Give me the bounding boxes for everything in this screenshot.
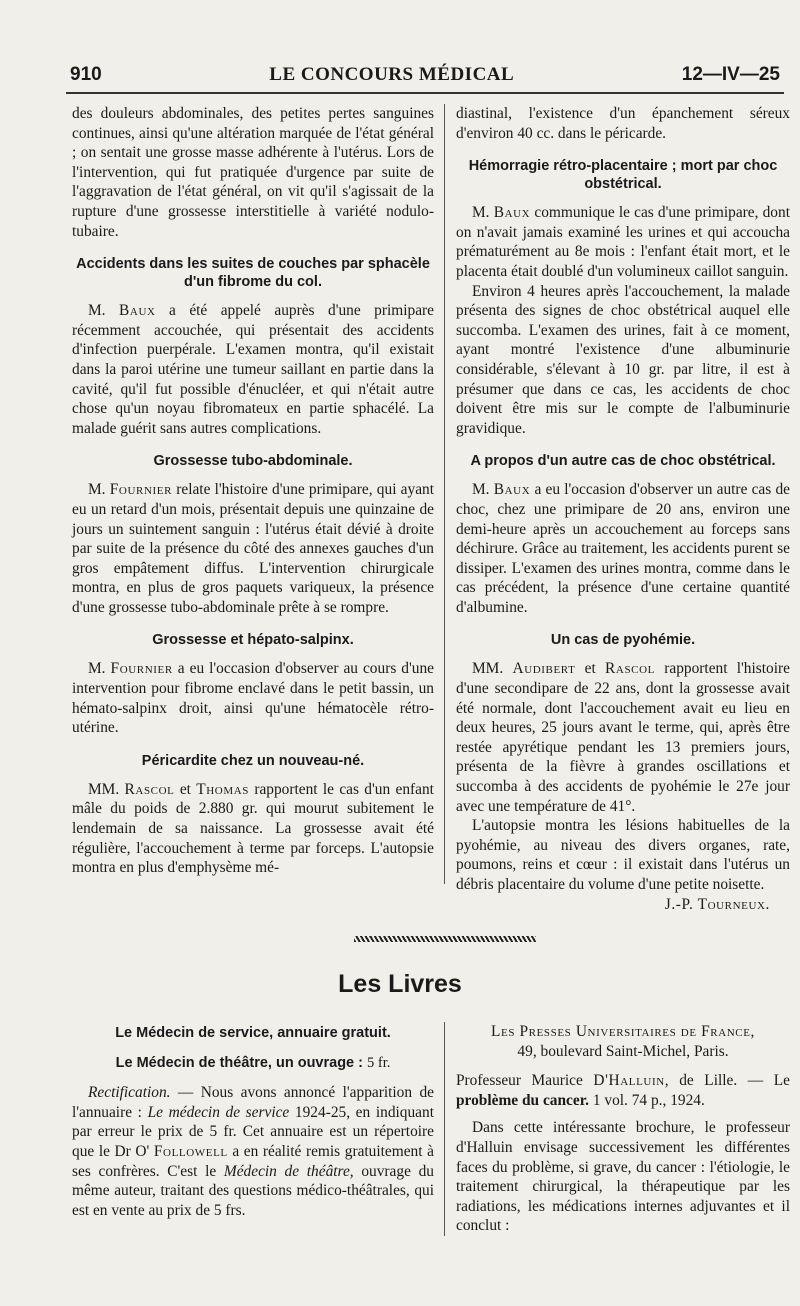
title-prefix: M. (472, 204, 490, 222)
paragraph-text: Professeur Maurice (456, 1072, 583, 1090)
paragraph (456, 659, 790, 816)
title-prefix: M. (88, 302, 106, 320)
paragraph: L'autopsie montra les lésions habituelles de la pyohémie, au niveau des divers organes, rate, poumons, reins et cœur : il existait dans l'utérus un débris placentaire du volume d'une petite noisette. (456, 817, 790, 893)
author-name: Baux (493, 204, 531, 222)
title-prefix: M. (88, 481, 106, 499)
author-name: Rascol (124, 780, 175, 798)
paragraph-text: a été appelé auprès d'une primipare récemment accouchée, qui présentait des accidents d'infection puerpérale. L'examen montra, qu'il existait dans la paroi utérine une tumeur saillant en partie dans la cavité, qu'il fut possible d'énucléer, et qui n'était autre chose qu'un noyau fibromateux en partie sphacélé. La malade guérit sans autres complications. (72, 302, 434, 437)
signature: J.-P. Tourneux. (664, 895, 770, 913)
author-name: Baux (493, 481, 531, 499)
article-heading: Grossesse et hépato-salpinx. (152, 632, 354, 649)
books-right-column (456, 1022, 790, 1236)
book-heading-title: Le Médecin de théâtre, un ouvrage : (115, 1054, 363, 1071)
article-heading: Accidents dans les suites de couches par sphacèle d'un fibrome du col. (76, 256, 430, 291)
book-title: problème du cancer. (456, 1091, 589, 1109)
paragraph: Dans cette intéressante brochure, le professeur d'Halluin envisage successivement les différentes faces du problème, si grave, du cancer : l'étiologie, le traitement chirurgical, la thérapeutique par les radiations, les médications internes adjuvantes et il conclut : (456, 1119, 790, 1235)
paragraph-text: rapportent le cas d'un enfant mâle du poids de 2.880 gr. qui mourut subitement le lendemain de sa naissance. La grossesse avait été régulière, l'accouchement à terme par forceps. L'autopsie montra en plus d'emphysème mé- (72, 780, 434, 877)
title-prefix: M. (88, 660, 106, 678)
books-left-column (72, 1022, 434, 1220)
paragraph-text: 1924-25, en indiquant par erreur le prix de 5 fr. Cet annuaire est un répertoire que le Dr O' (72, 1103, 434, 1160)
paragraph-text: ouvrage du même auteur, traitant des questions médico-théâtrales, qui est en vente au prix de 5 frs. (72, 1162, 434, 1219)
paragraph-text: communique le cas d'une primipare, dont on n'avait jamais examiné les urines et qui accoucha prématurément au 8e mois : l'enfant était mort, et le placenta était doublé d'un volumineux caillot sanguin. (456, 204, 790, 280)
book-price: 5 fr. (367, 1054, 391, 1071)
title-prefix: MM. (88, 780, 120, 798)
publisher-address: 49, boulevard Saint-Michel, Paris. (517, 1042, 729, 1060)
paragraph (72, 1083, 434, 1220)
ornamental-divider (354, 936, 536, 942)
page-number: 910 (70, 64, 102, 85)
book-entry (456, 1071, 790, 1110)
paragraph: diastinal, l'existence d'un épanchement séreux d'environ 40 cc. dans le péricarde. (456, 105, 790, 142)
title-prefix: MM. (472, 660, 504, 678)
author-name: Fournier (110, 660, 173, 678)
article-heading: Hémorragie rétro-placentaire ; mort par choc obstétrical. (468, 158, 778, 193)
paragraph: des douleurs abdominales, des petites pertes sanguines continues, ainsi qu'une altération marquée de l'état général ; on sentait une grosse masse adhérente à l'utérus. Lors de l'intervention, qui fut pratiquée d'urgence par suite de l'aggravation de l'état général, on vit qu'il s'agissait de la rupture d'une grossesse interstitielle à variété nodulo-tubaire. (72, 105, 434, 240)
publisher: Les Presses Universitaires de France, (491, 1023, 755, 1040)
paragraph (72, 480, 434, 617)
book-title: Le médecin de service (147, 1103, 290, 1121)
author-name: D'Halluin (593, 1072, 665, 1090)
title-prefix: M. (472, 481, 490, 499)
right-column (456, 104, 790, 914)
paragraph-text: a eu l'occasion d'observer un autre cas de choc, chez une primipare de 20 ans, environ une demi-heure après un accouchement au forceps sans déchirure. Grâce au traitement, les accidents purent se dissiper. L'examen des urines montra, comme dans le cas précédent, la présence d'une certaine quantité d'albumine. (456, 481, 790, 616)
author-name: Fournier (109, 481, 173, 499)
paragraph-text: rapportent l'histoire d'une secondipare de 22 ans, dont la grossesse avait été normale, dont l'accouchement avait eu lieu en deux heures, 25 jours avant le terme, qui, après être restée apyrétique pendant les 13 premiers jours, présenta de la fièvre à grandes oscillations et succomba à des accidents de pyohémie le 27e jour avec une température de 41°. (456, 660, 790, 815)
paragraph (456, 480, 790, 617)
paragraph (456, 203, 790, 281)
column-divider (444, 1022, 445, 1236)
paragraph (72, 780, 434, 878)
conjunction: et (179, 780, 191, 798)
rectification-label: Rectification. (88, 1084, 171, 1102)
book-title: Médecin de théâtre, (223, 1162, 354, 1180)
paragraph-text: relate l'histoire d'une primipare, qui ayant eu un retard d'un mois, présentait depuis une quinzaine de jours un suintement sanguin : l'utérus était dévié à droite par suite de la présence du côté des annexes gauches d'un gros empâtement diffus. L'intervention chirurgicale montra, en plus de gros paquets variqueux, la présence d'une grossesse tubo-abdominale prête à se rompre. (72, 481, 435, 616)
article-heading: Un cas de pyohémie. (550, 632, 696, 649)
left-column (72, 104, 434, 878)
book-meta: 1 vol. 74 p., 1924. (592, 1091, 705, 1109)
article-heading: Péricardite chez un nouveau-né. (141, 752, 365, 769)
paragraph: Environ 4 heures après l'accouchement, la malade présenta des signes de choc obstétrical auquel elle succomba. L'examen des urines, fait à ce moment, ayant montré l'existence d'une albuminurie considérable, s'élevant à 10 gr. par litre, il est à présumer que dans ce cas, les accidents de choc doivent être mis sur le compte de l'albuminurie gravidique. (456, 282, 790, 437)
author-name: Thomas (196, 780, 249, 798)
paragraph-text: a eu l'occasion d'observer au cours d'une intervention pour fibrome enclavé dans le petit bassin, un hémato-salpinx droit, ainsi qu'une hématocèle rétro-utérine. (72, 660, 434, 737)
article-heading: A propos d'un autre cas de choc obstétrical. (470, 453, 776, 470)
issue-date: 12—IV—25 (681, 64, 780, 85)
paragraph (72, 301, 434, 438)
author-name: Followell (153, 1142, 228, 1160)
author-name: Rascol (605, 660, 655, 678)
book-heading (72, 1054, 434, 1074)
article-heading: Grossesse tubo-abdominale. (153, 453, 353, 470)
header-rule (66, 92, 784, 94)
author-name: Baux (119, 302, 156, 320)
journal-title: LE CONCOURS MÉDICAL (269, 64, 515, 85)
author-name: Audibert (512, 660, 576, 678)
paragraph-text: — Nous avons annoncé l'apparition de l'annuaire : (72, 1084, 434, 1121)
section-title: Les Livres (338, 970, 462, 998)
column-divider (444, 104, 445, 884)
conjunction: et (584, 660, 596, 678)
book-heading: Le Médecin de service, annuaire gratuit. (115, 1025, 391, 1041)
paragraph-text: a en réalité remis gratuitement à ses confrères. C'est le (72, 1142, 434, 1180)
page-header (70, 58, 780, 86)
paragraph (72, 659, 434, 737)
paragraph-text: , de Lille. — Le (664, 1072, 790, 1090)
